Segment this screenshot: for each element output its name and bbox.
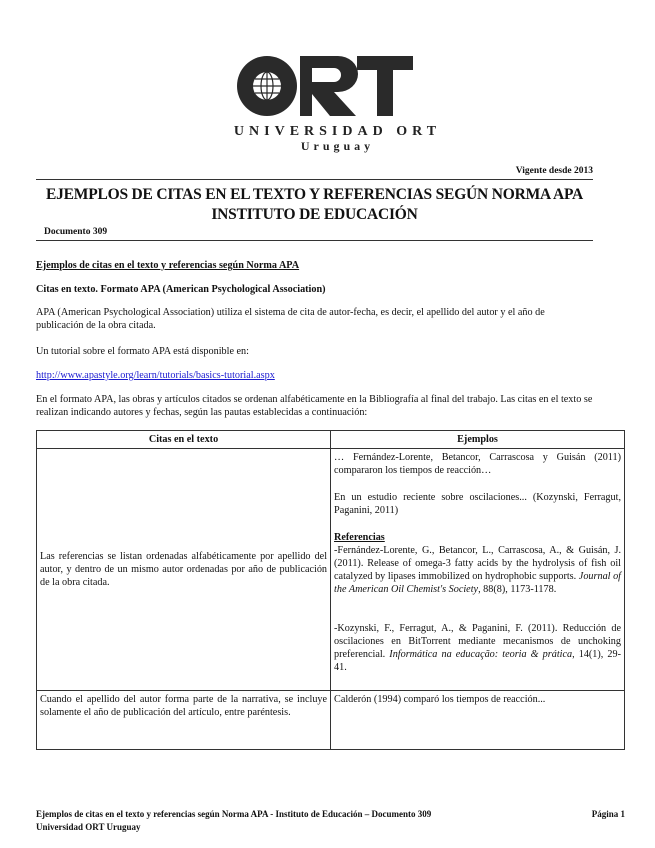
column-header-ejemplos: Ejemplos [331, 431, 625, 449]
effective-date: Vigente desde 2013 [515, 166, 593, 176]
table-header-row [37, 431, 625, 449]
footer-university: Universidad ORT Uruguay [36, 822, 141, 832]
table-cell-rule: Cuando el apellido del autor forma parte de la narrativa, se incluye solamente el año de publicación del artículo, entre paréntesis. [37, 691, 331, 750]
reference-1-text: -Fernández-Lorente, G., Betancor, L., Carrascosa, A., & Guisán, J. (2011). Release of omega-3 fatty acids by the hydrolysis of fish oil catalyzed by lipases immobilized on hydrophobic supports. [334, 545, 621, 582]
ort-logo-icon [205, 48, 435, 128]
column-header-citas: Citas en el texto [37, 431, 331, 449]
tutorial-link[interactable]: http://www.apastyle.org/learn/tutorials/basics-tutorial.aspx [36, 370, 275, 381]
example-citation-1: … Fernández-Lorente, Betancor, Carrascosa y Guisán (2011) compararon los tiempos de reacción… [334, 452, 621, 476]
table-row [37, 691, 625, 750]
reference-1-journal: Journal of the American Oil Chemist's Society [334, 571, 622, 595]
university-country: Uruguay [300, 139, 375, 153]
section-heading: Ejemplos de citas en el texto y referencias según Norma APA [36, 260, 300, 271]
document-number: Documento 309 [44, 227, 108, 237]
table-cell-rule: Las referencias se listan ordenadas alfabéticamente por apellido del autor, y dentro de un mismo autor ordenadas por año de publicación de la obra citada. [37, 449, 331, 691]
format-paragraph: En el formato APA, las obras y artículos citados se ordenan alfabéticamente en la Bibliografía al final del trabajo. Las citas en el texto se realizan indicando autores y fechas, según las pautas establecidas a continuación: [36, 394, 593, 418]
reference-2-text: -Kozynski, F., Ferragut, A., & Paganini, F. (2011). Reducción de oscilaciones en BitTorrent mediante mecanismos de unchoking preferencial. [334, 623, 621, 660]
reference-1-tail: , 88(8), 1173-1178. [478, 584, 557, 595]
citations-table [36, 430, 625, 750]
subsection-heading: Citas en texto. Formato APA (American Psychological Association) [36, 284, 326, 295]
intro-paragraph: APA (American Psychological Association) utiliza el sistema de cita de autor-fecha, es decir, el apellido del autor y el año de publicación de la obra citada. [36, 307, 545, 331]
table-row [37, 449, 625, 691]
footer-document-info: Ejemplos de citas en el texto y referencias según Norma APA - Instituto de Educación – Documento 309 [36, 809, 432, 819]
globe-icon [237, 56, 297, 116]
header-divider-bottom [36, 240, 593, 241]
references-heading: Referencias [334, 532, 385, 543]
university-name: UNIVERSIDAD ORT [233, 124, 442, 139]
reference-2-tail: , 14(1), 29-41. [334, 649, 621, 673]
page-number: Página 1 [591, 809, 625, 819]
example-citation-2: En un estudio reciente sobre oscilaciones... (Kozynski, Ferragut, Paganini, 2011) [334, 492, 621, 516]
tutorial-paragraph: Un tutorial sobre el formato APA está disponible en: [36, 346, 249, 357]
reference-1 [334, 544, 621, 596]
table-cell-examples [331, 449, 625, 691]
reference-2 [334, 622, 621, 674]
document-title: EJEMPLOS DE CITAS EN EL TEXTO Y REFERENCIAS SEGÚN NORMA APA [45, 186, 584, 203]
table-cell-examples: Calderón (1994) comparó los tiempos de reacción... [331, 691, 625, 750]
header-divider-top [36, 179, 593, 180]
document-subtitle: INSTITUTO DE EDUCACIÓN [211, 206, 418, 223]
reference-2-journal: Informática na educação: teoria & prática [389, 649, 573, 660]
